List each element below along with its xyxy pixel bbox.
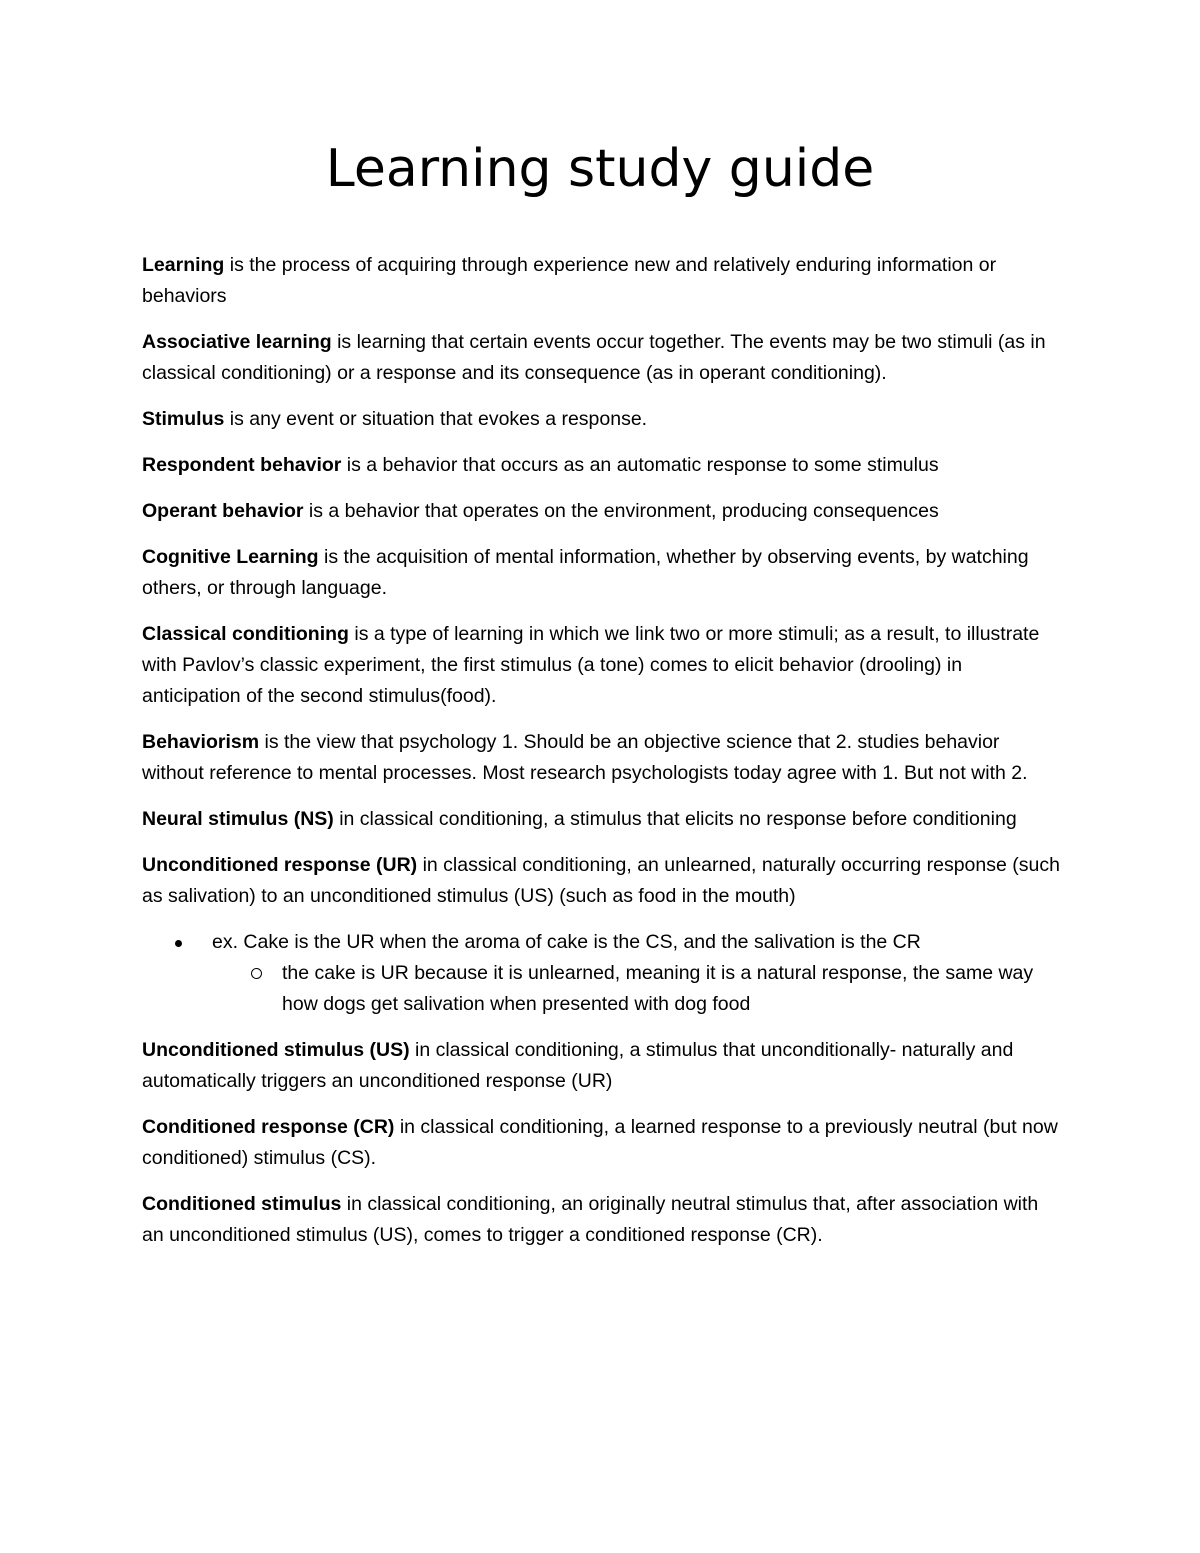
definition-conditioned-stimulus bbox=[142, 1189, 1062, 1251]
definition: is a type of learning in which we link two or more stimuli; as a result, to illustrate with Pavlov’s classic experiment, the first stimulus (a tone) comes to elicit behavior (drooling) in anticipation of the second stimulus(food). bbox=[142, 623, 1040, 707]
definition-classical-conditioning bbox=[142, 619, 1062, 712]
definition-unconditioned-response bbox=[142, 850, 1062, 912]
term: Unconditioned response (UR) bbox=[142, 854, 418, 876]
definition-respondent-behavior bbox=[142, 450, 1062, 481]
definition-unconditioned-stimulus bbox=[142, 1035, 1062, 1097]
term: Unconditioned stimulus (US) bbox=[142, 1039, 410, 1061]
definition-learning bbox=[142, 250, 1062, 312]
definition: in classical conditioning, a stimulus that elicits no response before conditioning bbox=[333, 808, 1017, 830]
definition: is any event or situation that evokes a response. bbox=[224, 408, 648, 430]
definition: is the view that psychology 1. Should be an objective science that 2. studies behavior without reference to mental processes. Most research psychologists today agree with 1. But not with 2. bbox=[142, 731, 1028, 784]
definition: is the process of acquiring through experience new and relatively enduring information or behaviors bbox=[142, 254, 997, 307]
term: Classical conditioning bbox=[142, 623, 349, 645]
definition: in classical conditioning, an originally neutral stimulus that, after association with an unconditioned stimulus (US), comes to trigger a conditioned response (CR). bbox=[142, 1193, 1039, 1246]
page-title: Learning study guide bbox=[325, 139, 875, 199]
definition-neural-stimulus bbox=[142, 804, 1062, 835]
example-bullet: ex. Cake is the UR when the aroma of cake is the CS, and the salivation is the CR bbox=[142, 927, 1062, 958]
document-body bbox=[142, 250, 1062, 1266]
definition: in classical conditioning, a learned response to a previously neutral (but now conditioned) stimulus (CS). bbox=[142, 1116, 1058, 1169]
term: Stimulus bbox=[142, 408, 225, 430]
example-list bbox=[142, 927, 1062, 1020]
term: Conditioned response (CR) bbox=[142, 1116, 395, 1138]
term: Associative learning bbox=[142, 331, 332, 353]
definition: is learning that certain events occur together. The events may be two stimuli (as in classical conditioning) or a response and its consequence (as in operant conditioning). bbox=[142, 331, 1046, 384]
example-sub-bullet: the cake is UR because it is unlearned, meaning it is a natural response, the same way how dogs get salivation when presented with dog food bbox=[142, 958, 1062, 1020]
definition: is a behavior that operates on the environment, producing consequences bbox=[303, 500, 939, 522]
term: Cognitive Learning bbox=[142, 546, 319, 568]
definition-stimulus bbox=[142, 404, 1062, 435]
definition: in classical conditioning, an unlearned, naturally occurring response (such as salivation) to an unconditioned stimulus (US) (such as food in the mouth) bbox=[142, 854, 1060, 907]
definition-operant-behavior bbox=[142, 496, 1062, 527]
term: Operant behavior bbox=[142, 500, 304, 522]
term: Learning bbox=[142, 254, 225, 276]
term: Respondent behavior bbox=[142, 454, 342, 476]
definition-conditioned-response bbox=[142, 1112, 1062, 1174]
definition-behaviorism bbox=[142, 727, 1062, 789]
term: Conditioned stimulus bbox=[142, 1193, 342, 1215]
term: Behaviorism bbox=[142, 731, 260, 753]
term: Neural stimulus (NS) bbox=[142, 808, 334, 830]
definition-cognitive-learning bbox=[142, 542, 1062, 604]
definition-associative-learning bbox=[142, 327, 1062, 389]
definition: in classical conditioning, a stimulus that unconditionally- naturally and automatically triggers an unconditioned response (UR) bbox=[142, 1039, 1014, 1092]
definition: is the acquisition of mental information, whether by observing events, by watching others, or through language. bbox=[142, 546, 1029, 599]
definition: is a behavior that occurs as an automatic response to some stimulus bbox=[341, 454, 939, 476]
